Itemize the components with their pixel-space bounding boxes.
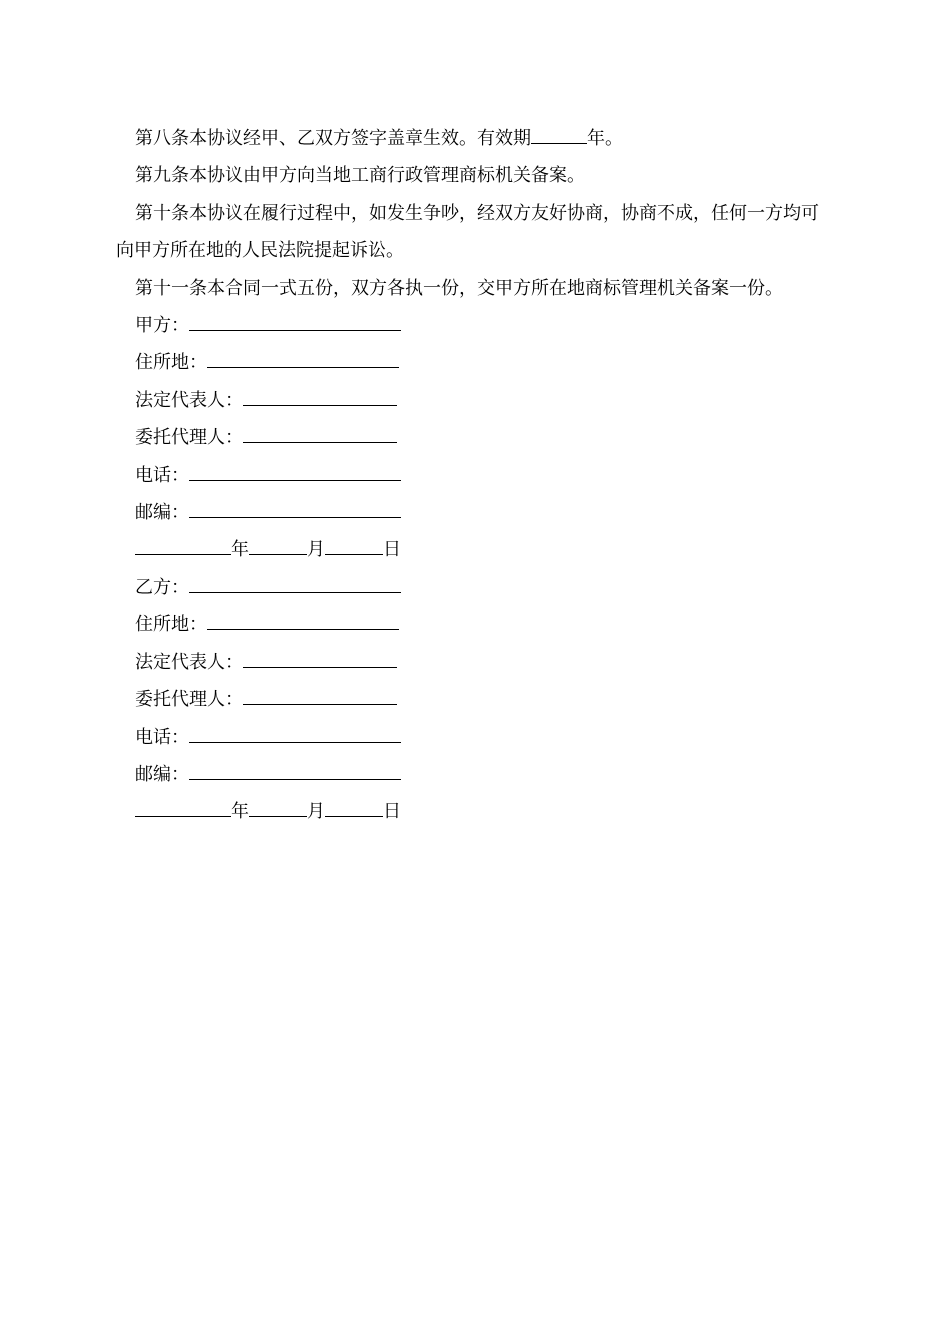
party-b-legal-rep-label: 法定代表人： <box>135 651 243 673</box>
party-b-phone-line <box>116 719 836 756</box>
party-b-label: 乙方： <box>135 576 189 598</box>
party-a-block <box>116 307 836 569</box>
party-a-month-label: 月 <box>307 539 325 561</box>
party-a-line <box>116 307 836 344</box>
party-b-address-line <box>116 606 836 643</box>
clause-10: 第十条本协议在履行过程中，如发生争吵，经双方友好协商，协商不成，任何一方均可向甲方所在地的人民法院提起诉讼。 <box>116 202 819 262</box>
party-b-phone-blank <box>189 724 401 742</box>
party-b-line <box>116 569 836 606</box>
clause-9: 第九条本协议由甲方向当地工商行政管理商标机关备案。 <box>135 165 585 187</box>
party-b-day-blank <box>325 799 383 817</box>
party-b-date-line <box>116 793 836 830</box>
party-a-address-label: 住所地： <box>135 352 207 374</box>
party-a-year-label: 年 <box>231 539 249 561</box>
party-a-blank <box>189 313 401 331</box>
party-a-phone-line <box>116 457 836 494</box>
party-a-postcode-line <box>116 494 836 531</box>
party-a-year-blank <box>135 537 231 555</box>
party-a-address-line <box>116 344 836 381</box>
party-b-month-blank <box>249 799 307 817</box>
clause-8-text: 第八条本协议经甲、乙双方签字盖章生效。有效期 <box>135 128 531 149</box>
party-b-year-blank <box>135 799 231 817</box>
party-b-year-label: 年 <box>231 801 249 823</box>
party-a-agent-line <box>116 419 836 456</box>
term-blank <box>531 126 587 144</box>
party-b-agent-label: 委托代理人： <box>135 689 243 711</box>
party-a-phone-blank <box>189 463 401 481</box>
party-b-agent-blank <box>243 687 397 705</box>
party-a-date-line <box>116 531 836 568</box>
party-a-legal-rep-line <box>116 382 836 419</box>
clause-8 <box>116 120 836 157</box>
party-b-phone-label: 电话： <box>135 726 189 748</box>
party-a-legal-rep-label: 法定代表人： <box>135 389 243 411</box>
party-b-postcode-blank <box>189 762 401 780</box>
party-a-address-blank <box>207 350 399 368</box>
contract-body <box>116 120 836 831</box>
party-a-day-blank <box>325 537 383 555</box>
party-b-blank <box>189 575 401 593</box>
party-b-postcode-line <box>116 756 836 793</box>
party-b-address-label: 住所地： <box>135 614 207 636</box>
party-a-legal-rep-blank <box>243 388 397 406</box>
party-b-postcode-label: 邮编： <box>135 763 189 785</box>
clause-11: 第十一条本合同一式五份，双方各执一份，交甲方所在地商标管理机关备案一份。 <box>135 277 783 299</box>
party-b-month-label: 月 <box>307 801 325 823</box>
party-a-day-label: 日 <box>383 539 401 561</box>
party-b-block <box>116 569 836 831</box>
party-a-agent-blank <box>243 425 397 443</box>
party-a-postcode-blank <box>189 500 401 518</box>
party-a-phone-label: 电话： <box>135 464 189 486</box>
party-b-address-blank <box>207 612 399 630</box>
party-b-agent-line <box>116 681 836 718</box>
party-a-month-blank <box>249 537 307 555</box>
clause-8-suffix: 年。 <box>587 128 623 149</box>
party-b-legal-rep-blank <box>243 650 397 668</box>
party-b-day-label: 日 <box>383 801 401 823</box>
party-a-label: 甲方： <box>135 315 189 337</box>
party-b-legal-rep-line <box>116 644 836 681</box>
party-a-postcode-label: 邮编： <box>135 502 189 524</box>
party-a-agent-label: 委托代理人： <box>135 427 243 449</box>
